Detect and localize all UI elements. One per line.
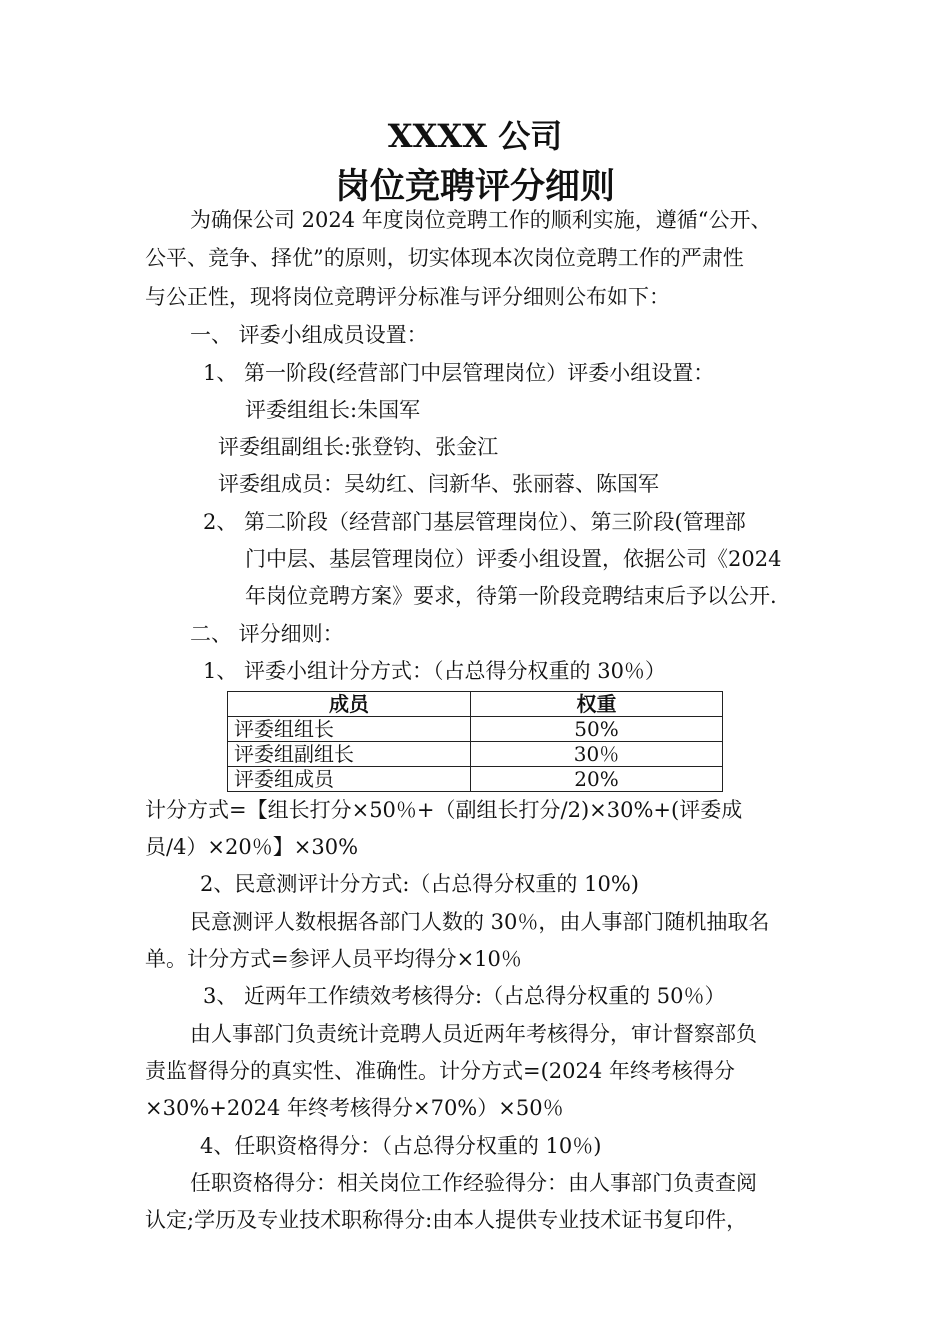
table-cell-member: 评委组副组长: [228, 742, 471, 767]
section1-item2-line-3: 年岗位竞聘方案》要求，待第一阶段竞聘结束后予以公开.: [245, 584, 777, 608]
section1-heading: 一、 评委小组成员设置：: [190, 323, 428, 347]
section2-item2-line-1: 民意测评人数根据各部门人数的 30％，由人事部门随机抽取名: [190, 910, 770, 934]
table-header-weight: 权重: [471, 692, 723, 717]
section1-item2-line-1: 2、 第二阶段（经营部门基层管理岗位）、第三阶段(管理部: [203, 510, 746, 534]
section2-item1-heading: 1、 评委小组计分方式：（占总得分权重的 30％）: [203, 659, 666, 683]
table-header-row: [228, 692, 723, 717]
table-row: [228, 767, 723, 792]
section1-item2-line-2: 门中层、基层管理岗位）评委小组设置，依据公司《2024: [245, 547, 782, 571]
table-header-member: 成员: [228, 692, 471, 717]
table-row: [228, 742, 723, 767]
formula1-line-1: 计分方式=【组长打分×50％+（副组长打分/2)×30%+(评委成: [145, 798, 743, 822]
weight-table: [227, 691, 723, 792]
section2-item4-line-1: 任职资格得分：相关岗位工作经验得分：由人事部门负责查阅: [190, 1171, 757, 1195]
table-cell-weight: 30％: [471, 742, 723, 767]
table-cell-member: 评委组成员: [228, 767, 471, 792]
table-cell-weight: 50%: [471, 717, 723, 742]
committee-leader: 评委组组长:朱国军: [245, 398, 421, 422]
section2-item3-line-2: 责监督得分的真实性、准确性。计分方式=(2024 年终考核得分: [145, 1059, 735, 1083]
section2-item2-heading: 2、民意测评计分方式:（占总得分权重的 10%): [200, 872, 639, 896]
section2-item3-line-3: ×30%+2024 年终考核得分×70%）×50％: [145, 1096, 564, 1120]
formula1-line-2: 员/4）×20％】×30%: [145, 835, 359, 859]
table-cell-weight: 20%: [471, 767, 723, 792]
committee-members: 评委组成员：吴幼红、闫新华、张丽蓉、陈国军: [218, 472, 659, 496]
section1-item1-heading: 1、 第一阶段(经营部门中层管理岗位）评委小组设置：: [203, 361, 715, 385]
table-row: [228, 717, 723, 742]
section2-item3-line-1: 由人事部门负责统计竞聘人员近两年考核得分，审计督察部负: [190, 1022, 757, 1046]
table-cell-member: 评委组组长: [228, 717, 471, 742]
section2-item4-heading: 4、任职资格得分：（占总得分权重的 10％): [200, 1134, 602, 1158]
intro-line-3: 与公正性，现将岗位竞聘评分标准与评分细则公布如下：: [145, 285, 670, 309]
committee-deputy: 评委组副组长:张登钧、张金江: [218, 435, 499, 459]
company-title: XXXX 公司: [387, 117, 563, 155]
intro-line-2: 公平、竞争、择优”的原则，切实体现本次岗位竞聘工作的严肃性: [145, 246, 744, 270]
section2-item4-line-2: 认定;学历及专业技术职称得分:由本人提供专业技术证书复印件，: [145, 1208, 748, 1232]
intro-line-1: 为确保公司 2024 年度岗位竞聘工作的顺利实施，遵循“公开、: [190, 208, 772, 232]
section2-item2-line-2: 单。计分方式=参评人员平均得分×10％: [145, 947, 522, 971]
section2-heading: 二、 评分细则：: [190, 622, 344, 646]
section2-item3-heading: 3、 近两年工作绩效考核得分:（占总得分权重的 50％）: [203, 984, 726, 1008]
document-title: 岗位竞聘评分细则: [334, 166, 615, 207]
